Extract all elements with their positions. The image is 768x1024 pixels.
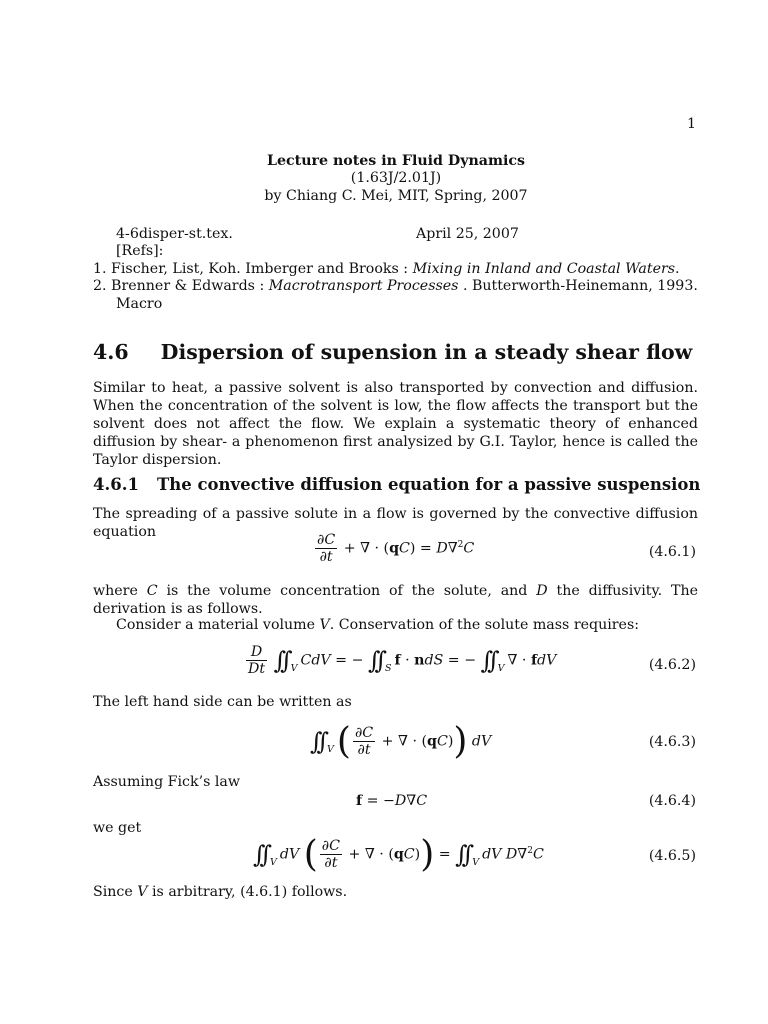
- paragraph-3-text-b: . Conservation of the solute mass requires:: [329, 617, 640, 633]
- paragraph-7-text-a: Since: [93, 884, 138, 900]
- course-number: (1.63J/2.01J): [350, 170, 442, 186]
- reference-1-suffix: .: [675, 261, 680, 277]
- subsection-heading: [93, 475, 700, 494]
- subsection-number: 4.6.1: [93, 475, 139, 494]
- paragraph-3-text-a: Consider a material volume: [116, 617, 320, 633]
- paragraph-2-symbol-d: D: [536, 583, 548, 599]
- equation-label-2: (4.6.2): [648, 657, 696, 673]
- reference-1-authors: 1. Fischer, List, Koh. Imberger and Brooks :: [93, 261, 413, 277]
- paragraph-2-symbol-c: C: [146, 583, 158, 599]
- paragraph-2: [93, 582, 698, 618]
- document-title: Lecture notes in Fluid Dynamics: [267, 153, 525, 169]
- equation-label-5: (4.6.5): [648, 848, 696, 864]
- reference-1-title: Mixing in Inland and Coastal Waters: [412, 261, 676, 277]
- paragraph-2-text-a: where: [93, 583, 147, 599]
- reference-2-title: Macrotransport Processes: [268, 278, 459, 294]
- equation-4-6-5: ∫∫ $_V$ dV ( $\frac{\partial C}{\partial t}$ + ∇ · (qC)) = ∫∫ $_V$ dV D∇$^2$C: [253, 834, 544, 875]
- section-heading: [93, 340, 692, 364]
- author-line: by Chiang C. Mei, MIT, Spring, 2007: [264, 188, 528, 204]
- paragraph-2-text-b: is the volume concentration of the solute, and: [157, 583, 537, 599]
- macro-label: Macro: [116, 296, 163, 312]
- equation-label-3: (4.6.3): [648, 734, 696, 750]
- equation-label-1: (4.6.1): [648, 544, 696, 560]
- paragraph-1: The spreading of a passive solute in a flow is governed by the convective diffusion equation: [93, 506, 698, 540]
- equation-4-6-4: f = −D∇C: [356, 793, 428, 809]
- equation-4-6-3: ∫∫ $_V$( $\frac{\partial C}{\partial t}$ + ∇ · (qC)) dV: [310, 721, 492, 762]
- paragraph-6: we get: [93, 820, 142, 836]
- reference-2-authors: 2. Brenner & Edwards :: [93, 278, 269, 294]
- equation-4-6-1: $\frac{\partial C}{\partial t}$ + ∇ · (qC) = D∇$^2$C: [317, 532, 475, 565]
- paragraph-4: The left hand side can be written as: [93, 694, 352, 710]
- refs-label: [Refs]:: [116, 243, 164, 259]
- date: April 25, 2007: [416, 226, 519, 242]
- reference-2-suffix: . Butterworth-Heinemann, 1993.: [458, 278, 698, 294]
- section-number: 4.6: [93, 340, 129, 364]
- paragraph-3: [116, 617, 639, 634]
- paragraph-7-text-b: is arbitrary, (4.6.1) follows.: [147, 884, 348, 900]
- filename: 4-6disper-st.tex.: [116, 226, 233, 242]
- equation-4-6-2: $\frac{D}{Dt}$ ∫∫ $_V$ CdV = − ∫∫ $_S$ f · ndS = − ∫∫ $_V$ ∇ · fdV: [248, 644, 557, 677]
- paragraph-7: [93, 884, 347, 901]
- paragraph-3-symbol-v: V: [319, 617, 330, 633]
- reference-2: [93, 278, 698, 295]
- reference-1: [93, 261, 680, 278]
- section-intro: Similar to heat, a passive solvent is also transported by convection and diffusion. When the concentration of the solvent is low, the flow affects the transport but the solvent does not affect the flow. We explain a systematic theory of enhanced diffusion by shear- a phenomenon first analysized by G.I. Taylor, hence is called the Taylor dispersion.: [93, 380, 698, 468]
- subsection-title: The convective diffusion equation for a passive suspension: [156, 475, 701, 494]
- paragraph-7-symbol-v: V: [137, 884, 148, 900]
- paragraph-2-text-c: the diffusivity. The derivation is as follows.: [93, 583, 698, 617]
- section-title: Dispersion of supension in a steady shear flow: [160, 340, 693, 364]
- page-number: 1: [686, 116, 696, 132]
- paragraph-5: Assuming Fick’s law: [93, 774, 241, 790]
- equation-label-4: (4.6.4): [648, 793, 696, 809]
